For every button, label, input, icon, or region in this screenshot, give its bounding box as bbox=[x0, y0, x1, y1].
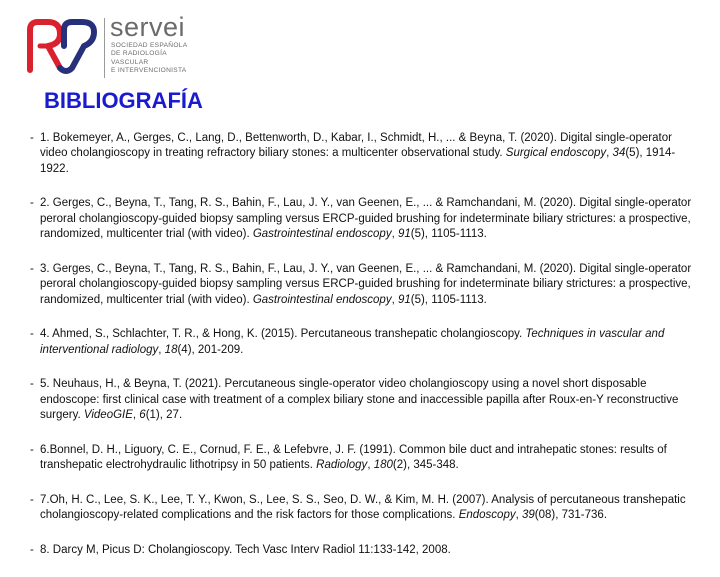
reference-pages: (2), 345-348. bbox=[392, 459, 459, 472]
reference-volume: 39 bbox=[521, 509, 535, 522]
reference-journal: Techniques in vascular and interventional radiology bbox=[40, 328, 665, 356]
reference-journal: Gastrointestinal endoscopy bbox=[252, 228, 392, 241]
bullet-dash: - bbox=[30, 328, 34, 341]
reference-volume: 180 bbox=[373, 459, 393, 472]
reference-volume: 91 bbox=[397, 228, 411, 241]
servei-logo bbox=[22, 14, 202, 84]
logo-subtitle-line: E INTERVENCIONISTA bbox=[111, 67, 187, 75]
logo-subtitle bbox=[111, 42, 187, 76]
reference-pages: (1), 27. bbox=[145, 409, 183, 422]
reference-journal: VideoGIE bbox=[83, 409, 133, 422]
reference-text bbox=[40, 493, 702, 524]
reference-text bbox=[40, 262, 702, 308]
reference-citation: 7.Oh, H. C., Lee, S. K., Lee, T. Y., Kwon, S., Lee, S. S., Seo, D. W., & Kim, M. H. (2007). Analysis of percutaneous transhepatic cholangioscopy-related complications and the risk factors for those complications. bbox=[40, 493, 686, 522]
reference-list bbox=[0, 131, 720, 577]
reference-text bbox=[40, 377, 702, 423]
reference-item bbox=[0, 327, 720, 358]
page-title: BIBLIOGRAFÍA bbox=[44, 88, 203, 113]
logo-wordmark: servei bbox=[110, 12, 186, 42]
logo-divider bbox=[104, 18, 105, 78]
reference-text bbox=[40, 196, 702, 242]
reference-citation: 6.Bonnel, D. H., Liguory, C. E., Cornud, F. E., & Lefebvre, J. F. (1991). Common bile duct and intrahepatic stones: results of transhepatic electrohydraulic lithotripsy in 50 patients. bbox=[40, 443, 667, 472]
logo-subtitle-line: DE RADIOLOGÍA bbox=[111, 50, 167, 58]
reference-item bbox=[0, 543, 720, 558]
reference-pages: (5), 1105-1113. bbox=[410, 228, 487, 241]
bullet-dash: - bbox=[30, 197, 34, 210]
reference-item bbox=[0, 196, 720, 242]
bullet-dash: - bbox=[30, 443, 34, 456]
reference-item bbox=[0, 443, 720, 474]
bullet-dash: - bbox=[30, 262, 34, 275]
reference-separator: , bbox=[158, 343, 165, 356]
reference-text bbox=[40, 131, 702, 177]
reference-text bbox=[40, 543, 702, 558]
reference-citation: 8. Darcy M, Picus D: Cholangioscopy. Tech Vasc Interv Radiol 11:133-142, 2008. bbox=[40, 543, 451, 556]
reference-separator: , bbox=[606, 147, 613, 160]
bullet-dash: - bbox=[30, 493, 34, 506]
reference-pages: (5), 1105-1113. bbox=[410, 293, 487, 306]
reference-citation: 5. Neuhaus, H., & Beyna, T. (2021). Percutaneous single-operator video cholangioscopy using a novel short disposable endoscope: first clinical case with treatment of a complex biliary stone and inaccessible papilla after Roux-en-Y reconstructive surgery. bbox=[40, 378, 679, 422]
bullet-dash: - bbox=[30, 132, 34, 144]
reference-journal: Gastrointestinal endoscopy bbox=[252, 293, 392, 306]
reference-text bbox=[40, 443, 702, 474]
reference-separator: , bbox=[515, 509, 522, 522]
reference-separator: , bbox=[367, 459, 374, 472]
reference-text bbox=[40, 327, 702, 358]
reference-volume: 34 bbox=[612, 147, 626, 160]
reference-item bbox=[0, 131, 720, 177]
reference-separator: , bbox=[132, 409, 140, 422]
reference-item bbox=[0, 493, 720, 524]
bullet-dash: - bbox=[30, 543, 34, 556]
reference-volume: 18 bbox=[164, 343, 178, 356]
reference-citation: 4. Ahmed, S., Schlachter, T. R., & Hong, K. (2015). Percutaneous transhepatic cholangioscopy. bbox=[40, 328, 526, 341]
reference-pages: (5), 1914-1922. bbox=[40, 147, 676, 175]
reference-citation: 3. Gerges, C., Beyna, T., Tang, R. S., Bahin, F., Lau, J. Y., van Geenen, E., ... & Ramchandani, M. (2020). Digital single-operator peroral cholangioscopy-guided biopsy sampling versus ERCP-guided brushing for indeterminate biliary strictures: a prospective, randomized, multicenter trial (with video). bbox=[40, 262, 692, 306]
reference-journal: Endoscopy bbox=[458, 509, 516, 522]
logo-subtitle-line: SOCIEDAD ESPAÑOLA bbox=[111, 42, 188, 49]
reference-pages: (08), 731-736. bbox=[534, 509, 608, 522]
reference-journal: Surgical endoscopy bbox=[505, 147, 607, 160]
reference-item bbox=[0, 377, 720, 423]
reference-separator: , bbox=[391, 228, 398, 241]
reference-item bbox=[0, 262, 720, 308]
reference-journal: Radiology bbox=[316, 459, 368, 472]
reference-volume: 91 bbox=[397, 293, 411, 306]
bullet-dash: - bbox=[30, 378, 34, 391]
reference-pages: (4), 201-209. bbox=[177, 343, 244, 356]
reference-citation: 1. Bokemeyer, A., Gerges, C., Lang, D., Bettenworth, D., Kabar, I., Schmidt, H., ... & Beyna, T. (2020). Digital single-operator video cholangioscopy in treating refractory biliary stones: a multicenter observational study. bbox=[40, 132, 672, 160]
reference-citation: 2. Gerges, C., Beyna, T., Tang, R. S., Bahin, F., Lau, J. Y., van Geenen, E., ... & Ramchandani, M. (2020). Digital single-operator peroral cholangioscopy-guided biopsy sampling versus ERCP-guided brushing for indeterminate biliary strictures: a prospective, randomized, multicenter trial (with video). bbox=[40, 197, 692, 241]
reference-volume: 6 bbox=[139, 409, 146, 422]
logo-subtitle-line: VASCULAR bbox=[111, 58, 149, 66]
servei-logo-mark-icon bbox=[22, 16, 98, 76]
reference-separator: , bbox=[391, 293, 398, 306]
